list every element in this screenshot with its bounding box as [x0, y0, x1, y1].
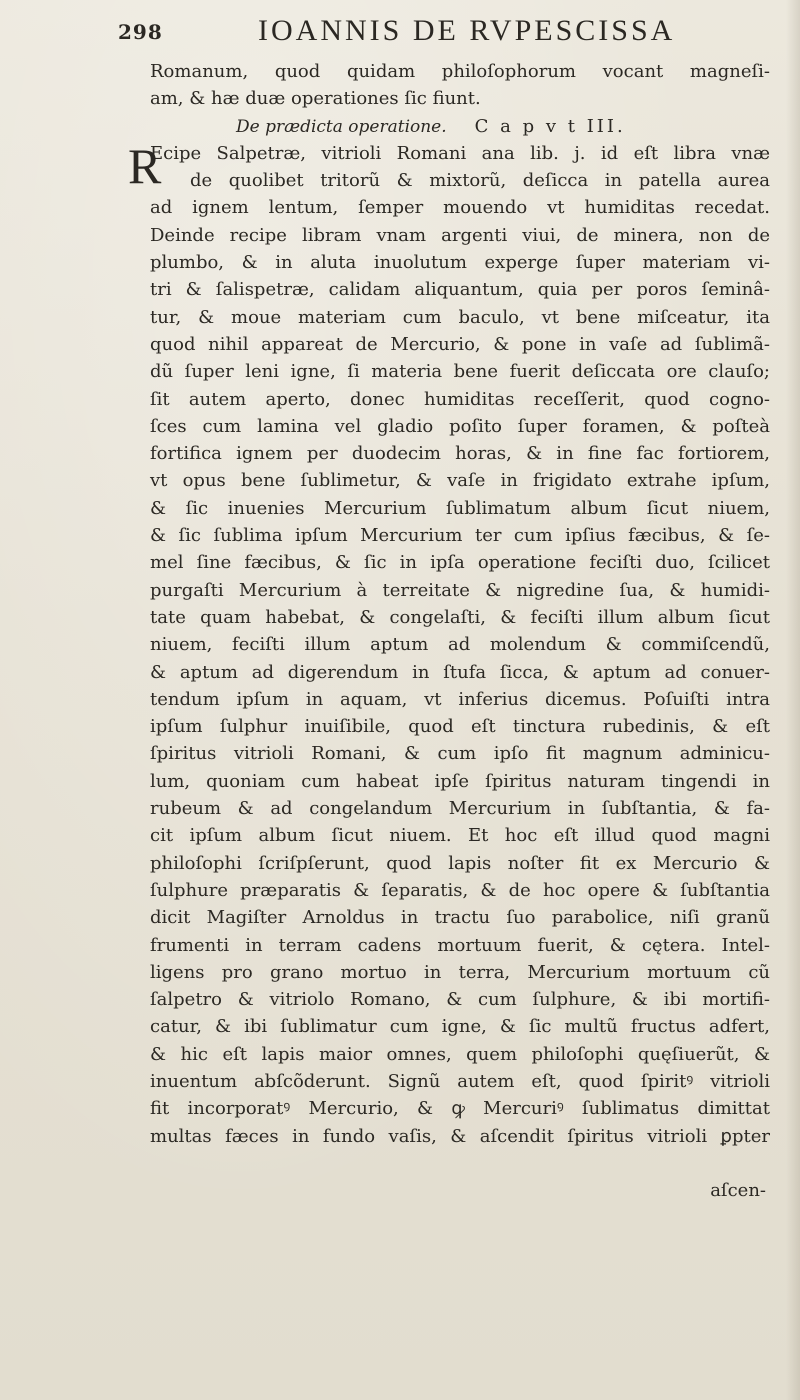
page-header — [118, 14, 678, 54]
text-line: tate quam habebat, & congelaſti, & feciſti illum album ſicut — [150, 606, 770, 628]
text-line: ſalpetro & vitriolo Romano, & cum ſulphure, & ibi mortifi- — [150, 989, 770, 1011]
text-line: ſit autem aperto, donec humiditas receſſerit, quod cogno- — [150, 388, 770, 410]
chapter-number: C a p v t III. — [474, 115, 626, 137]
text-line — [150, 1150, 770, 1177]
text-line: tur, & moue materiam cum baculo, vt bene miſceatur, ita — [150, 306, 770, 328]
text-line: Deinde recipe libram vnam argenti viui, de minera, non de — [150, 224, 770, 246]
text-line: vt opus bene ſublimetur, & vaſe in frigidato extrahe ipſum, — [150, 470, 770, 492]
text-line: dũ ſuper leni igne, ſi materia bene fuerit deſiccata ore clauſo; — [150, 361, 770, 383]
text-line: Romanum, quod quidam philoſophorum vocant magneſi- — [150, 61, 770, 82]
chapter-heading — [150, 113, 770, 140]
opening-paragraph — [128, 137, 770, 195]
text-line: plumbo, & in aluta inuolutum experge ſuper materiam vi- — [150, 252, 770, 274]
text-line: fortifica ignem per duodecim horas, & in fine fac fortiorem, — [150, 443, 770, 465]
page-edge-shadow — [786, 0, 800, 1400]
text-line: tri & ſalispetræ, calidam aliquantum, quia per poros ſeminâ- — [150, 279, 770, 301]
text-line: niuem, feciſti illum aptum ad molendum & commiſcendũ, — [150, 634, 770, 656]
text-line: & ſic ſublima ipſum Mercurium ter cum ipſius fæcibus, & ſe- — [150, 525, 770, 547]
chapter-title: De prædicta operatione. — [236, 116, 447, 137]
text-line: Ecipe Salpetræ, vitrioli Romani ana lib. j. id eſt libra vnæ — [150, 142, 770, 164]
catchword: aſcen- — [710, 1180, 766, 1202]
text-line: cit ipſum album ſicut niuem. Et hoc eſt illud quod magni — [150, 825, 770, 847]
text-line: multas fæces in fundo vaſis, & aſcendit ſpiritus vitrioli ꝑpter — [150, 1125, 770, 1147]
text-line: dicit Magiſter Arnoldus in tractu ſuo parabolice, niſi granũ — [150, 907, 770, 929]
running-head: IOANNIS DE RVPESCISSA — [258, 14, 676, 47]
text-line: & hic eſt lapis maior omnes, quem philoſophi quęſiuerũt, & — [150, 1043, 770, 1065]
text-line: inuentum abſcõderunt. Signũ autem eſt, quod ſpiritꝰ vitrioli — [150, 1070, 770, 1092]
text-line: fit incorporatꝰ Mercurio, & ꝙ Mercuriꝰ ſublimatus dimittat — [150, 1098, 770, 1120]
text-line: lum, quoniam cum habeat ipſe ſpiritus naturam tingendi in — [150, 770, 770, 792]
page-number: 298 — [118, 20, 163, 44]
text-block — [128, 58, 770, 1204]
text-line: rubeum & ad congelandum Mercurium in ſubſtantia, & fa- — [150, 798, 770, 820]
text-line: quod nihil appareat de Mercurio, & pone in vaſe ad ſublimã- — [150, 333, 770, 355]
text-line: frumenti in terram cadens mortuum fuerit, & cętera. Intel- — [150, 934, 770, 956]
text-line: ſces cum lamina vel gladio poſito ſuper foramen, & poſteà — [150, 415, 770, 437]
text-line: tendum ipſum in aquam, vt inferius dicemus. Poſuiſti intra — [150, 688, 770, 710]
drop-cap: R — [128, 137, 162, 194]
text-line: ligens pro grano mortuo in terra, Mercurium mortuum cũ — [150, 961, 770, 983]
text-line: de quolibet tritorũ & mixtorũ, deſicca in patella aurea — [190, 170, 770, 192]
text-line: ſpiritus vitrioli Romani, & cum ipſo fit magnum adminicu- — [150, 743, 770, 765]
text-line: purgaſti Mercurium à terreitate & nigredine ſua, & humidi- — [150, 579, 770, 601]
text-line: & ſic inuenies Mercurium ſublimatum album ſicut niuem, — [150, 497, 770, 519]
text-line: ſulphure præparatis & ſeparatis, & de hoc opere & ſubſtantia — [150, 879, 770, 901]
text-line: mel ſine fæcibus, & ſic in ipſa operatione feciſti duo, ſcilicet — [150, 552, 770, 574]
text-line: am, & hæ duæ operationes ſic fiunt. — [150, 88, 481, 110]
text-line: & aptum ad digerendum in ſtufa ſicca, & aptum ad conuer- — [150, 661, 770, 683]
text-line: ipſum ſulphur inuiſibile, quod eſt tinctura rubedinis, & eſt — [150, 716, 770, 738]
text-line: catur, & ibi ſublimatur cum igne, & ſic multũ fructus adfert, — [150, 1016, 770, 1038]
text-line: ad ignem lentum, ſemper mouendo vt humiditas recedat. — [150, 197, 770, 219]
text-line: philoſophi ſcriſpſerunt, quod lapis noſter fit ex Mercurio & — [150, 852, 770, 874]
